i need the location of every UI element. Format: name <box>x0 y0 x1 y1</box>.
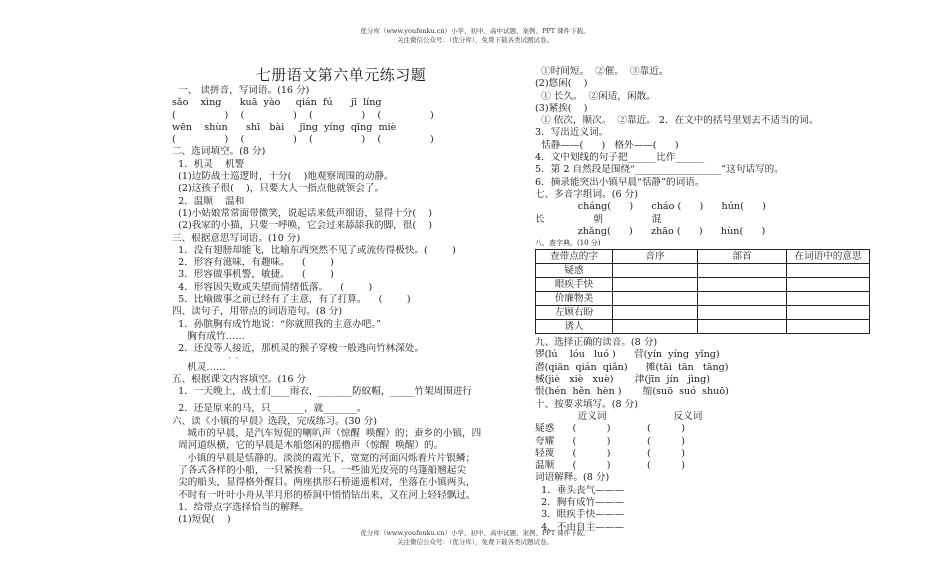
text-line: 长 朝 混 <box>535 213 662 225</box>
text-line: 胸有成竹…… <box>172 330 245 342</box>
right-column <box>535 66 875 534</box>
text-line: 恨(hén hěn hèn ) 缩(suō suó shuō) <box>535 386 729 398</box>
text-line: 周河道纵横，它的早晨是木船悠闲的摇橹声（惊醒 唤醒）的。 <box>172 440 444 452</box>
page-footer <box>0 529 950 547</box>
text-line: 3．眼疾手快——— <box>535 509 624 521</box>
text-line: ( ) ( ) ( ) ( ) <box>172 134 434 146</box>
table-cell-blank[interactable] <box>698 264 787 278</box>
section-8-title: 八、查字典。(10 分) <box>535 239 601 248</box>
table-header-cell: 音序 <box>613 250 698 264</box>
text-line: 1．一天晚上，战士们____雨衣，_______防蚊帽，_____竹架周围进行 <box>172 386 473 398</box>
text-line: 1．孙膑胸有成竹地说：“你就照我的主意办吧。” <box>172 318 382 330</box>
text-line: 6．摘录能突出小镇早晨“恬静”的词语。 <box>535 176 705 188</box>
table-cell-blank[interactable] <box>613 278 698 292</box>
text-line: 轻蔑 ( ) ( ) <box>535 447 686 459</box>
text-line: 近义词 反义词 <box>535 410 703 422</box>
footer-line-1: 优分库（www.youfenku.cn）小学、初中、高中试题、案例、PPT 课件下载。 <box>360 529 590 537</box>
text-line: 1．给带点字选择恰当的解释。 <box>172 501 309 513</box>
text-line: 十、按要求填写。(8 分) <box>535 398 638 410</box>
dictionary-table <box>535 249 870 334</box>
table-cell-blank[interactable] <box>613 292 698 306</box>
table-cell-word: 诱人 <box>536 320 613 334</box>
table-cell-word: 左顾右盼 <box>536 306 613 320</box>
footer-line-2: 关注微信公众号：（优分库），免费下载各类试题试卷。 <box>397 538 553 546</box>
table-cell-blank[interactable] <box>787 320 870 334</box>
table-row <box>536 306 870 320</box>
text-line: 一、 读拼音，写词语。(16 分) <box>172 85 310 96</box>
text-line: 小镇的早晨是恬静的。淡淡的霞光下，宽宽的河面闪烁着片片银鳞； <box>172 452 476 464</box>
text-line: (1)短促( ) <box>172 514 231 526</box>
text-line: 七、多音字组词。(6 分) <box>535 188 638 200</box>
text-line: 疑惑 ( ) ( ) <box>535 423 686 435</box>
text-line: sǎo xìng kuā yào qián fú jī líng <box>172 97 382 109</box>
text-line: zhǎng( ) zhāo ( ) hùn( ) <box>535 225 766 237</box>
text-line: ① 依次，顺次。 ②靠近。 2．在文中的括号里划去不适当的词。 <box>535 115 819 127</box>
text-line: 三、根据意思写词语。(10 分) <box>172 232 301 244</box>
table-header-cell: 查带点的字 <box>536 250 613 264</box>
text-line: 不时有一叶叶小舟从半月形的桥洞中悄悄钻出来，又在河上轻轻飘过。 <box>172 489 476 501</box>
text-line: 城市的早晨，是汽车短促的喇叭声（惊醒 唤醒）的；蚕乡的小镇，四 <box>172 428 482 440</box>
table-cell-blank[interactable] <box>698 278 787 292</box>
text-line: 尖的船头，显得格外醒目。两座拱形石桥遥遥相对，坐落在小镇两头， <box>172 477 476 489</box>
text-line: 温顺 ( ) ( ) <box>535 460 686 472</box>
text-line: (2)悠闲( ) <box>535 78 588 90</box>
table-row <box>536 264 870 278</box>
text-line: 5．比喻做事之前已经有了主意，有了打算。 ( ) <box>172 294 411 306</box>
text-line: 了各式各样的小船，一只紧挨着一只。一些油光皮亮的乌篷船翘起尖 <box>172 464 466 476</box>
table-header-cell: 部首 <box>698 250 787 264</box>
text-line: 机灵…… <box>172 361 226 373</box>
text-line: 4．形容因失败或失望而情绪低落。 ( ) <box>172 281 373 293</box>
table-cell-blank[interactable] <box>698 320 787 334</box>
text-line: (3)紧挨( ) <box>535 102 588 114</box>
table-cell-word: 眼疾手快 <box>536 278 613 292</box>
text-line: ①时间短。 ②催。 ③靠近。 <box>535 66 669 77</box>
table-header-row <box>536 250 870 264</box>
text-line: 2．胸有成竹——— <box>535 497 624 509</box>
text-line: wēn shùn shī bài jīng yíng qīng miè <box>172 121 397 133</box>
text-line: 3．形容做事机警，敏捷。 ( ) <box>172 269 334 281</box>
table-cell-word: 疑惑 <box>536 264 613 278</box>
header-line-2: 关注微信公众号：（优分库），免费下载各类试题试卷。 <box>397 36 553 44</box>
text-line: (1)边防战士巡逻时，十分( )地观察周围的动静。 <box>172 171 394 183</box>
table-cell-blank[interactable] <box>787 292 870 306</box>
table-cell-blank[interactable] <box>698 292 787 306</box>
text-line: 2．温顺 温和 <box>172 195 245 207</box>
text-line: (2)这孩子很( )，只要大人一指点他就领会了。 <box>172 183 385 195</box>
table-cell-blank[interactable] <box>787 306 870 320</box>
text-line: 潜(qiān qián qiǎn) 摊(tāi tān tāng) <box>535 361 729 373</box>
text-line: 4．文中划线的句子把______比作______ <box>535 152 705 164</box>
text-line: ① 长久。 ②闲适，闲散。 <box>535 90 656 102</box>
table-cell-blank[interactable] <box>787 264 870 278</box>
text-line: 1．垂头丧气——— <box>535 484 624 496</box>
left-column <box>172 66 520 526</box>
table-cell-blank[interactable] <box>613 264 698 278</box>
text-line: cháng( ) cháo ( ) hún( ) <box>535 201 766 213</box>
text-line: (2)我家的小猫，只要一呼唤，它会过来舔舔我的脚，很( ) <box>172 220 433 232</box>
table-cell-blank[interactable] <box>613 320 698 334</box>
text-line: 锣(lú lóu luó ) 营(yín yíng yǐng) <box>535 349 720 361</box>
text-line: (1)小姑娘常常面带微笑，说起话来低声细语，显得十分( ) <box>172 207 433 219</box>
table-row <box>536 320 870 334</box>
text-line: 1．没有翅膀却能飞，比喻东西突然不见了或流传得极快。( ) <box>172 244 456 256</box>
text-line: 六、读《小镇的早晨》选段，完成练习。(30 分) <box>172 415 378 427</box>
text-line: 2．还没等人接近，那机灵的猴子穿梭一般逃向竹林深处。 <box>172 343 425 355</box>
text-line: 2．还是原来的马，只_______，就_______。 <box>172 403 367 415</box>
text-line: 4．不由自主——— <box>535 521 624 533</box>
text-line: 夸耀 ( ) ( ) <box>535 435 686 447</box>
table-header-cell: 在词语中的意思 <box>787 250 870 264</box>
page-header <box>0 27 950 45</box>
table-cell-blank[interactable] <box>787 278 870 292</box>
table-cell-blank[interactable] <box>613 306 698 320</box>
table-row <box>536 292 870 306</box>
text-line: 四、读句子，用带点的词语造句。(8 分) <box>172 306 343 318</box>
text-line: 5．第 2 自然段是围绕“__________________”这句话写的。 <box>535 164 784 176</box>
emphasis-dots: · · <box>172 355 239 362</box>
page-title: 七册语文第六单元练习题 <box>255 66 427 84</box>
text-line: 2．形容有滋味，有趣味。 ( ) <box>172 257 334 269</box>
table-row <box>536 278 870 292</box>
text-line: 恬静——( ) 格外——( ) <box>535 139 679 151</box>
table-cell-blank[interactable] <box>698 306 787 320</box>
text-line: 九、选择正确的读音。(8 分) <box>535 337 658 349</box>
table-cell-word: 价廉物美 <box>536 292 613 306</box>
text-line: 3．写出近义词。 <box>535 127 609 139</box>
text-line: ( ) ( ) ( ) ( ) <box>172 109 434 121</box>
header-line-1: 优分库（www.youfenku.cn）小学、初中、高中试题、案例、PPT 课件下载。 <box>360 27 590 35</box>
text-line: 五、根据课文内容填空。(16 分 <box>172 373 307 385</box>
text-line: 二、选词填空。(8 分) <box>172 146 266 158</box>
text-line: 词语解释。(8 分) <box>535 472 610 484</box>
text-line: 械(jiè xiè xuè) 津(jīn jín jìng) <box>535 374 711 386</box>
text-line: 1．机灵 机警 <box>172 158 245 170</box>
